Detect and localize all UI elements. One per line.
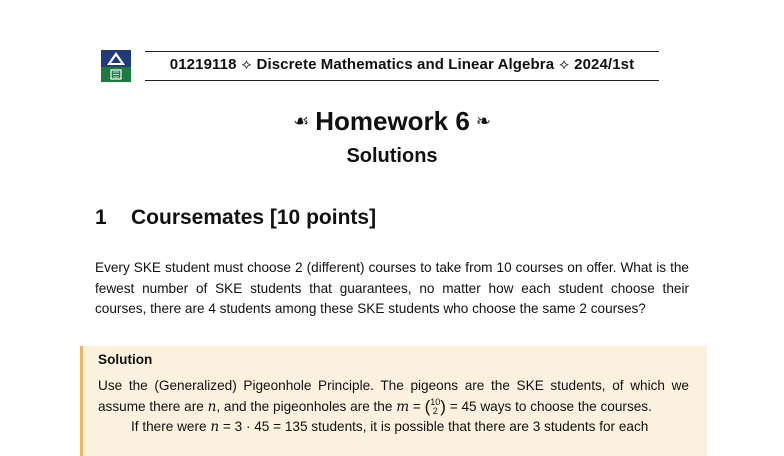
term: 2024/1st: [574, 56, 635, 73]
header-rule-bottom: [145, 80, 659, 81]
solution-text: If there were: [131, 419, 211, 435]
page-subtitle: Solutions: [346, 145, 438, 167]
binom-top: 10: [430, 396, 441, 407]
math-variable: m: [396, 398, 410, 415]
binomial: [430, 398, 440, 416]
separator-icon: ⟡: [559, 56, 570, 73]
solution-paragraph: [98, 417, 689, 438]
solution-paragraph: [98, 376, 689, 417]
section-heading: [95, 206, 376, 230]
binom-bottom: 2: [432, 405, 438, 416]
section-title: Coursemates [10 points]: [131, 206, 377, 229]
solution-text: Use the (Generalized) Pigeonhole Principle. The pigeons are the SKE students, of which we assume there are: [98, 378, 689, 414]
problem-statement: Every SKE student must choose 2 (different) courses to take from 10 courses on offer. What is the fewest number of SKE students that guarantees, no matter how each student choose their courses, there are 4 students among these SKE students who choose the same 2 courses?: [95, 260, 689, 316]
ornament-left-icon: ☙: [293, 111, 310, 131]
solution-text: =: [409, 398, 425, 414]
separator-icon: ⟡: [241, 56, 252, 73]
header-rule-top: [145, 51, 659, 52]
course-name: Discrete Mathematics and Linear Algebra: [256, 56, 555, 73]
solution-body: [98, 376, 689, 438]
solution-text: = 3 · 45 = 135 students, it is possible that there are 3 students for each: [219, 419, 649, 435]
solution-heading: Solution: [98, 352, 153, 367]
course-code: 01219118: [169, 56, 237, 73]
math-paren: (: [424, 396, 431, 416]
math-variable: n: [207, 398, 217, 415]
page-title: [0, 106, 784, 137]
solution-text: = 45 ways to choose the courses.: [445, 398, 652, 414]
math-variable: n: [210, 419, 220, 436]
course-header: [145, 56, 659, 73]
section-number: 1: [95, 206, 107, 229]
university-logo-icon: [101, 50, 131, 82]
math-paren: ): [440, 396, 446, 416]
ornament-right-icon: ❧: [475, 111, 491, 131]
title-text: Homework 6: [315, 106, 470, 136]
solution-text: , and the pigeonholes are the: [216, 398, 397, 414]
